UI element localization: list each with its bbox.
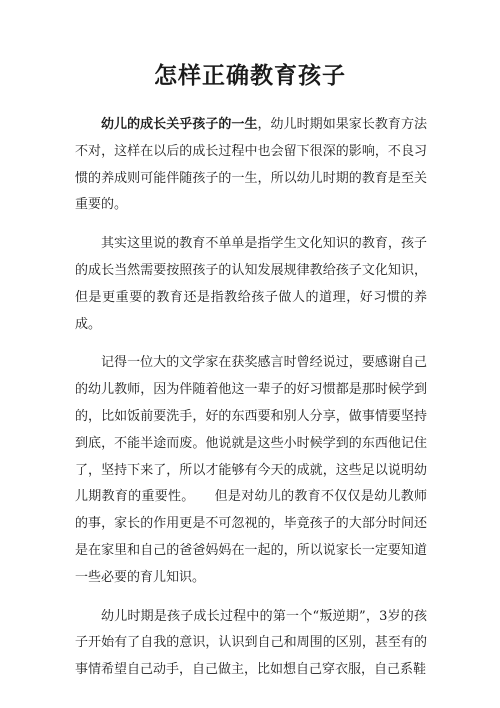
paragraph-lead: 幼儿的成长关乎孩子的一生	[101, 117, 258, 132]
paragraph-4: 幼儿时期是孩子成长过程中的第一个“叛逆期”，3岁的孩子开始有了自我的意识，认识到自己和周围的区别，甚至有的事情希望自己动手，自己做主，比如想自己穿衣服，自己系鞋	[75, 608, 427, 678]
paragraph-1	[75, 112, 427, 219]
paragraph-3: 记得一位大的文学家在获奖感言时曾经说过，要感谢自己的幼儿教师，因为伴随着他这一辈子的好习惯都是那时候学到的，比如饭前要洗手，好的东西要和别人分享，做事情要坚持到底，不能半途而废。他说就是这些小时候学到的东西他记住了，坚持下来了，所以才能够有今天的成就，这些足以说明幼儿期教育的重要性。 但是对幼儿的教育不仅仅是幼儿教师的事，家长的作用更是不可忽视的，毕竟孩子的大部分时间还是在家里和自己的爸爸妈妈在一起的，所以说家长一定要知道一些必要的育儿知识。	[75, 355, 427, 585]
document-title: 怎样正确教育孩子	[154, 62, 346, 89]
paragraph-text: ，幼儿时期如果家长教育方法不对，这样在以后的成长过程中也会留下很深的影响，不良习惯的养成则可能伴随孩子的一生，所以幼儿时期的教育是至关重要的。	[75, 117, 427, 213]
paragraph-2: 其实这里说的教育不单单是指学生文化知识的教育，孩子的成长当然需要按照孩子的认知发展规律教给孩子文化知识，但是更重要的教育还是指教给孩子做人的道理，好习惯的养成。	[75, 236, 427, 332]
document-body	[75, 112, 427, 696]
